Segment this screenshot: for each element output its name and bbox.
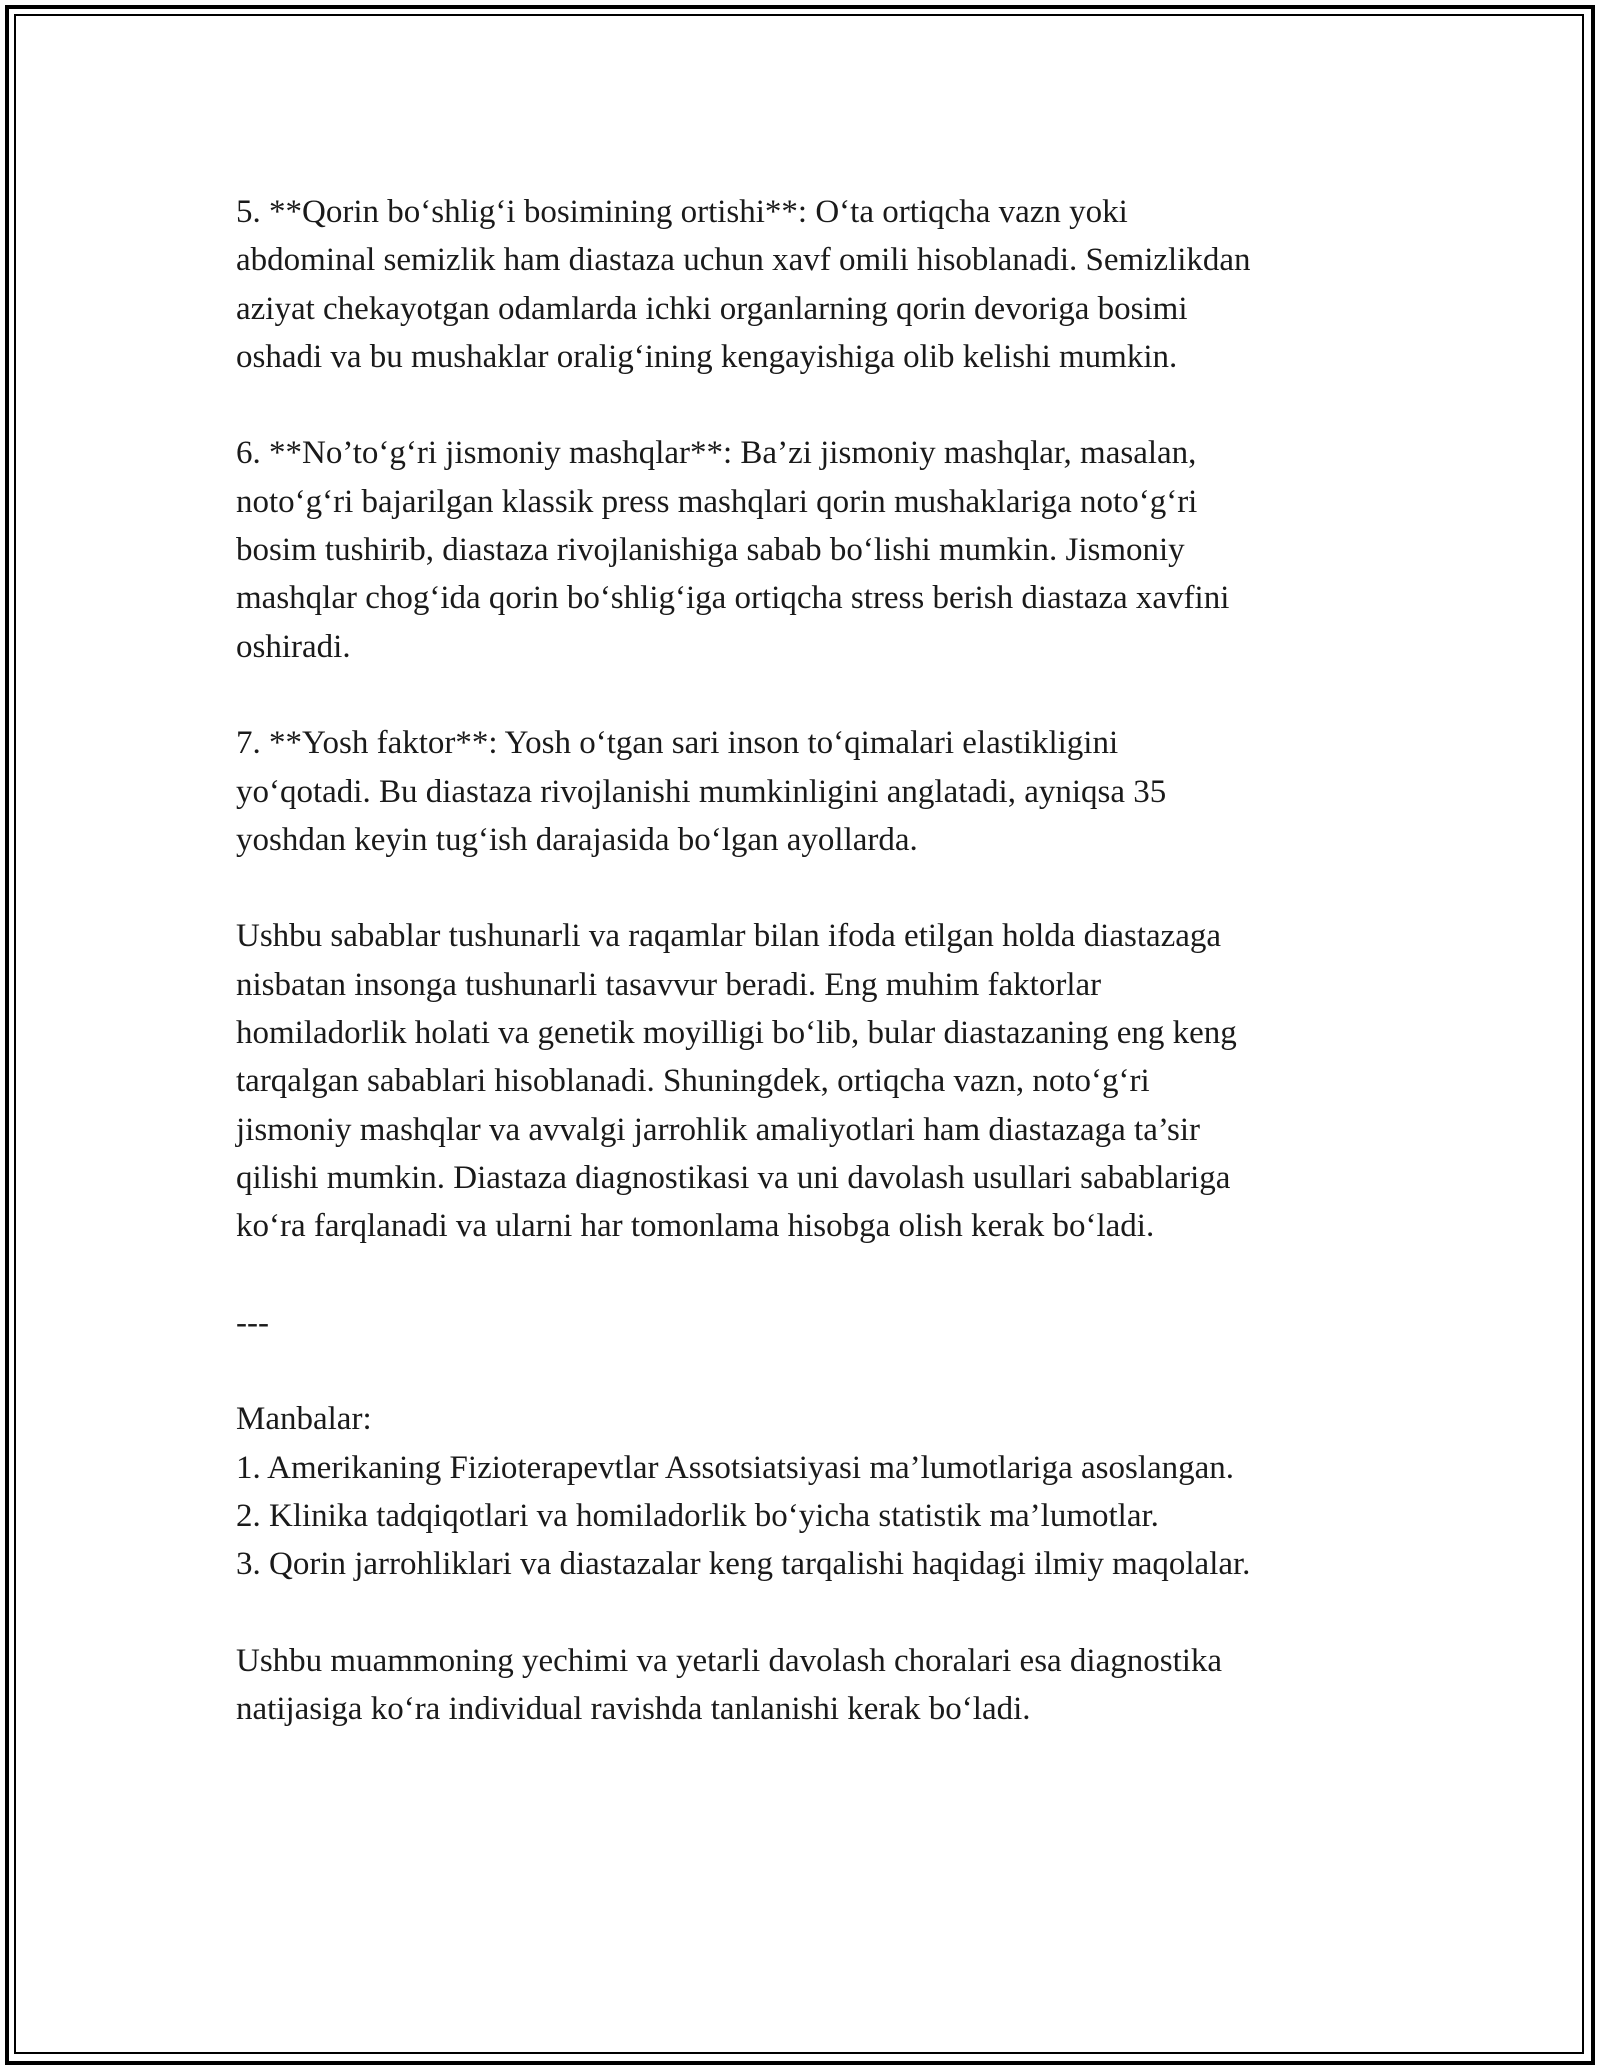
paragraph-item-6: 6. **No’to‘g‘ri jismoniy mashqlar**: Ba’zi jismoniy mashqlar, masalan, noto‘g‘ri bajarilgan klassik press mashqlari qorin mushaklariga noto‘g‘ri bosim tushirib, diastaza rivojlanishiga sabab bo‘lishi mumkin. Jismoniy mashqlar chog‘ida qorin bo‘shlig‘iga ortiqcha stress berish diastaza xavfini oshiradi. (236, 435, 1230, 665)
section-divider: --- (236, 1304, 269, 1341)
summary-paragraph: Ushbu sabablar tushunarli va raqamlar bilan ifoda etilgan holda diastazaga nisbatan insonga tushunarli tasavvur beradi. Eng muhim faktorlar homiladorlik holati va genetik moyilligi bo‘lib, bular diastazaning eng keng tarqalgan sabablari hisoblanadi. Shuningdek, ortiqcha vazn, noto‘g‘ri jismoniy mashqlar va avvalgi jarrohlik amaliyotlari ham diastazaga ta’sir qilishi mumkin. Diastaza diagnostikasi va uni davolash usullari sabablariga ko‘ra farqlanadi va ularni har tomonlama hisobga olish kerak bo‘ladi. (236, 918, 1237, 1245)
source-item: 2. Klinika tadqiqotlari va homiladorlik bo‘yicha statistik ma’lumotlar. (236, 1498, 1159, 1535)
paragraph-item-7: 7. **Yosh faktor**: Yosh o‘tgan sari inson to‘qimalari elastikligini yo‘qotadi. Bu diastaza rivojlanishi mumkinligini anglatadi, ayniqsa 35 yoshdan keyin tug‘ish darajasida bo‘lgan ayollarda. (236, 725, 1167, 858)
source-item: 3. Qorin jarrohliklari va diastazalar keng tarqalishi haqidagi ilmiy maqolalar. (236, 1546, 1251, 1583)
sources-section (236, 1395, 1386, 1588)
document-body (236, 188, 1386, 1782)
source-item: 1. Amerikaning Fizioterapevtlar Assotsiatsiyasi ma’lumotlariga asoslangan. (236, 1449, 1235, 1486)
paragraph-item-5: 5. **Qorin bo‘shlig‘i bosimining ortishi**: O‘ta ortiqcha vazn yoki abdominal semizlik ham diastaza uchun xavf omili hisoblanadi. Semizlikdan aziyat chekayotgan odamlarda ichki organlarning qorin devoriga bosimi oshadi va bu mushaklar oralig‘ining kengayishiga olib kelishi mumkin. (236, 194, 1251, 375)
closing-paragraph: Ushbu muammoning yechimi va yetarli davolash choralari esa diagnostika natijasiga ko‘ra individual ravishda tanlanishi kerak bo‘ladi. (236, 1642, 1223, 1728)
sources-heading: Manbalar: (236, 1401, 372, 1438)
